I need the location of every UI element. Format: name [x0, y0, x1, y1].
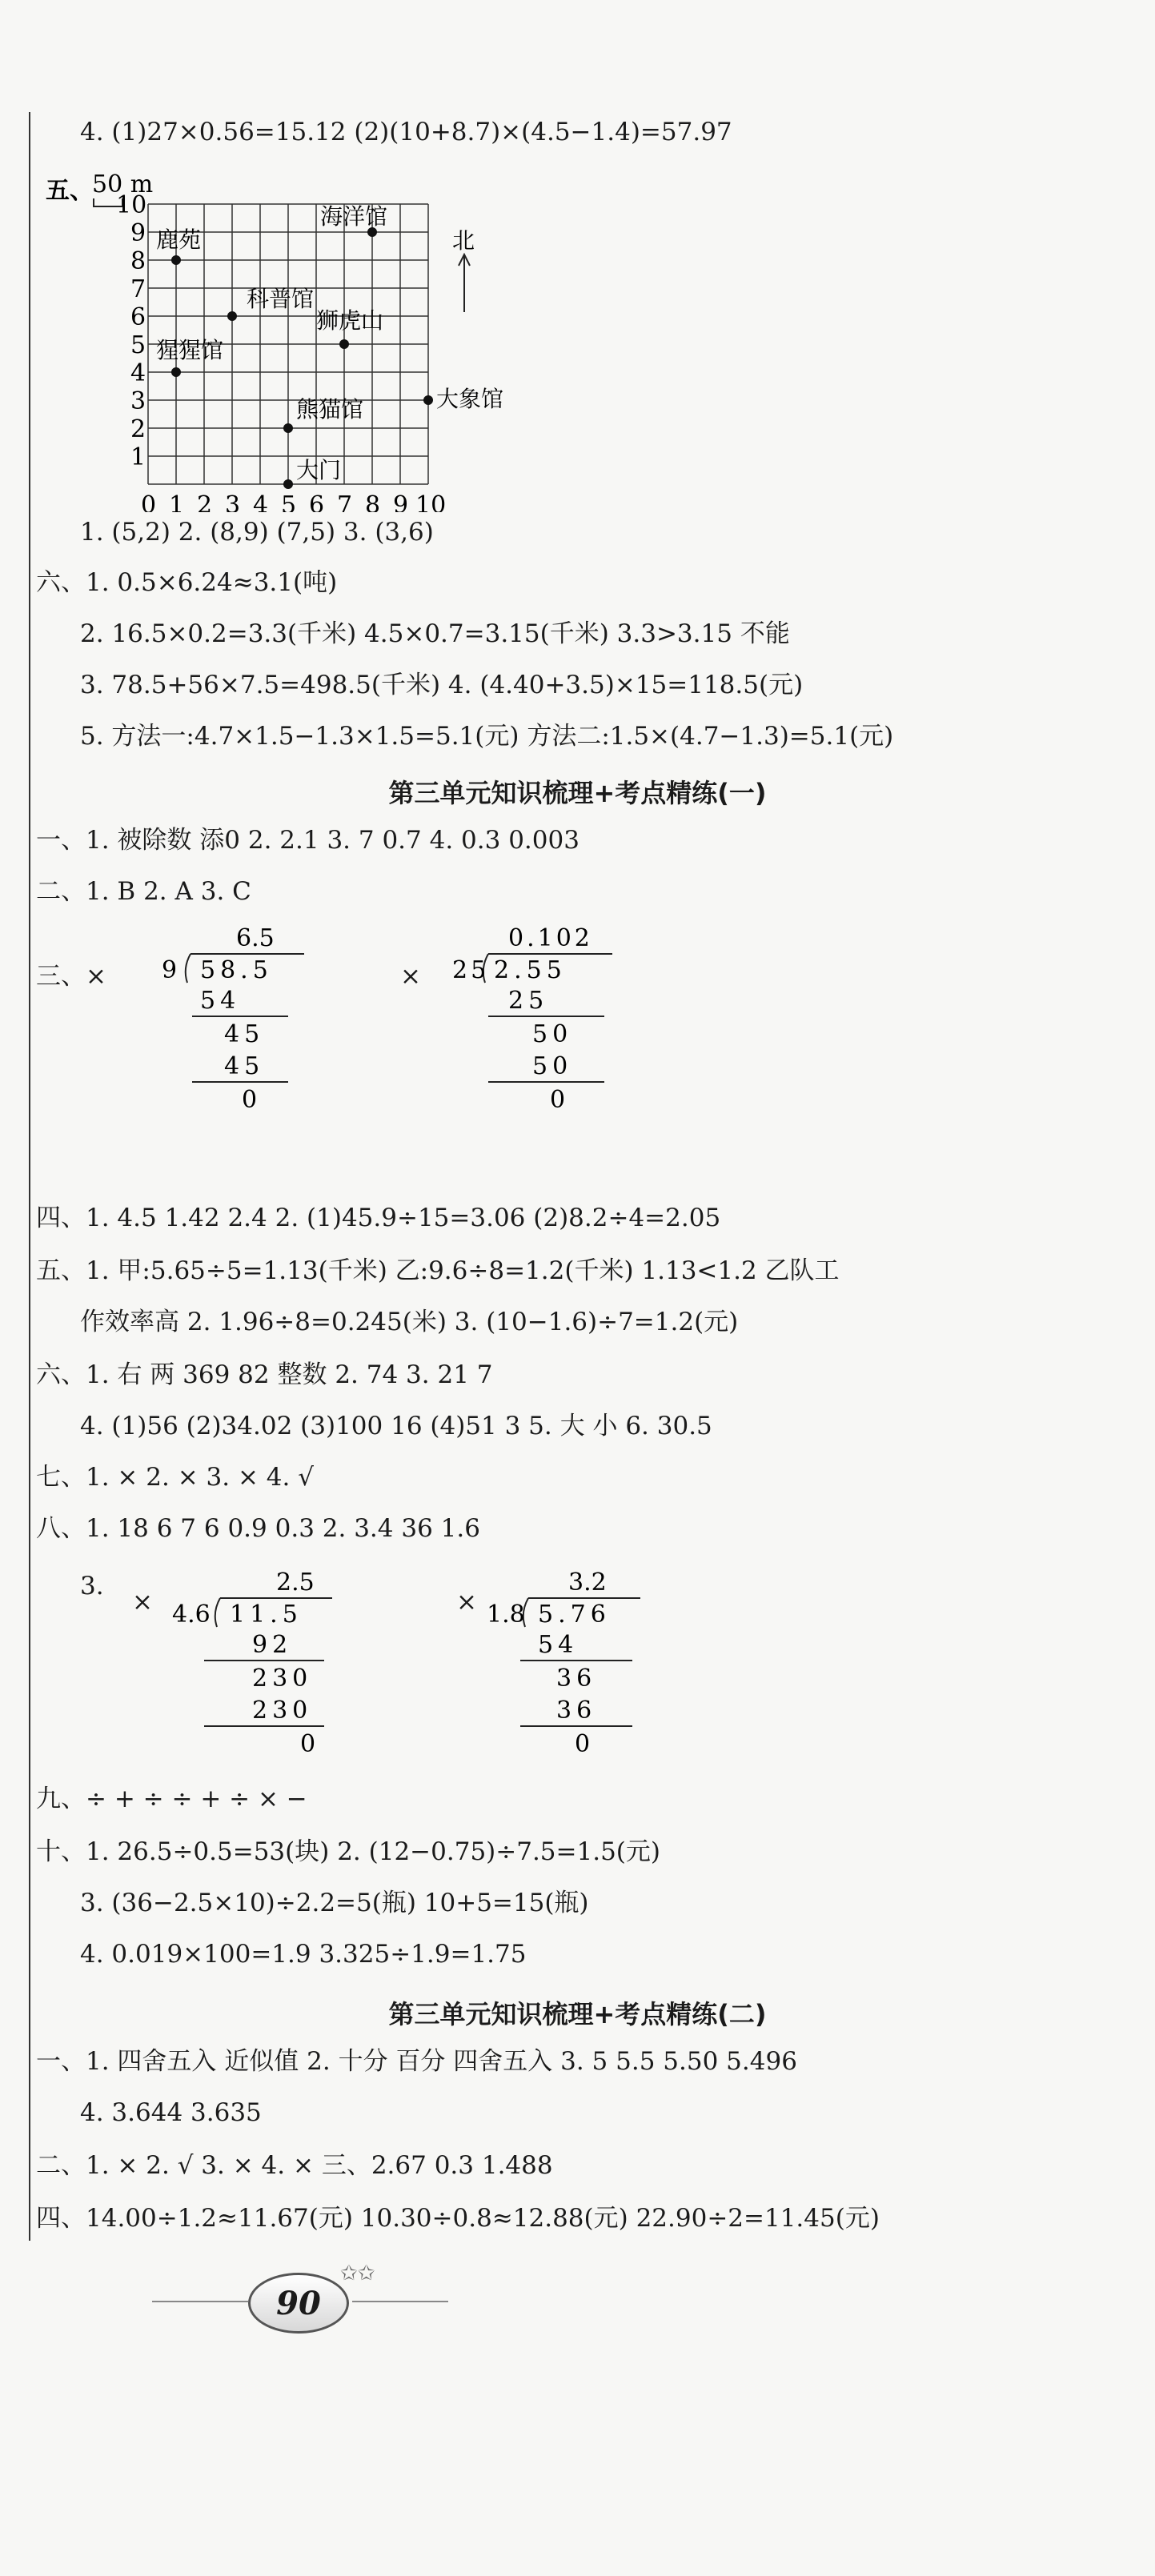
answer-line: 四、1. 4.5 1.42 2.4 2. (1)45.9÷15=3.06 (2)8.2÷4=2.05 [36, 1204, 721, 1232]
coordinate-grid-map [36, 160, 596, 512]
division-dividend: 5.76 [538, 1600, 611, 1629]
division-dividend: 11.5 [230, 1600, 303, 1629]
x-tick-label: 2 [197, 491, 213, 512]
division-step: 45 [224, 1052, 265, 1080]
answer-line: 4. 0.019×100=1.9 3.325÷1.9=1.75 [80, 1940, 527, 1969]
y-tick-label: 5 [130, 331, 146, 359]
division-step: 36 [556, 1697, 597, 1725]
answer-line: 五、1. 甲:5.65÷5=1.13(千米) 乙:9.6÷8=1.2(千米) 1.13<1.2 乙队工 [36, 1256, 840, 1285]
division-bracket [186, 954, 190, 983]
answer-line: 九、÷ + ÷ ÷ + ÷ × − [36, 1785, 307, 1813]
answer-line: 八、1. 18 6 7 6 0.9 0.3 2. 3.4 36 1.6 [36, 1514, 480, 1543]
answer-line: × [132, 1588, 153, 1617]
division-step: 230 [252, 1697, 313, 1725]
place-label: 鹿苑 [156, 226, 202, 253]
place-label: 猩猩馆 [156, 337, 224, 363]
y-tick-label: 1 [130, 443, 146, 471]
answer-line: 十、1. 26.5÷0.5=53(块) 2. (12−0.75)÷7.5=1.5(元) [36, 1837, 660, 1866]
y-axis-ticks [116, 191, 146, 471]
place-label: 狮虎山 [316, 307, 384, 334]
answer-line: 三、× [36, 962, 106, 991]
place-label: 大象馆 [436, 386, 504, 412]
y-tick-label: 4 [130, 359, 146, 387]
place-point [283, 423, 293, 433]
answer-line: × [456, 1588, 477, 1617]
y-tick-label: 6 [130, 303, 146, 331]
place-point [171, 255, 181, 265]
long-division-4 [480, 1564, 672, 1773]
long-division-3 [164, 1564, 356, 1773]
division-divisor: 4.6 [172, 1600, 211, 1629]
division-divisor: 9 [162, 956, 178, 984]
division-step: 25 [508, 987, 549, 1015]
x-tick-label: 0 [141, 491, 157, 512]
place-label: 科普馆 [247, 286, 315, 312]
answer-line: 一、1. 被除数 添0 2. 2.1 3. 7 0.7 4. 0.3 0.003 [36, 826, 580, 855]
section-heading: 第三单元知识梳理+考点精练(二) [388, 1999, 767, 2029]
y-tick-label: 10 [116, 191, 147, 219]
place-point [171, 367, 181, 377]
division-divisor: 25 [452, 956, 490, 984]
section-heading: 第三单元知识梳理+考点精练(一) [388, 778, 767, 808]
division-step: 230 [252, 1665, 313, 1693]
footer-vine-right [352, 2301, 448, 2302]
y-tick-label: 3 [130, 387, 146, 415]
division-dividend: 58.5 [200, 956, 273, 984]
section-label: 五、 [46, 177, 94, 205]
division-step: 50 [532, 1052, 573, 1080]
long-division-1 [152, 920, 312, 1128]
x-tick-label: 5 [281, 491, 297, 512]
answer-line: × [400, 962, 421, 991]
answer-line: 作效率高 2. 1.96÷8=0.245(米) 3. (10−1.6)÷7=1.2(元) [80, 1308, 739, 1336]
answer-line: 3. (36−2.5×10)÷2.2=5(瓶) 10+5=15(瓶) [80, 1889, 589, 1917]
division-quotient: 2.5 [276, 1568, 315, 1596]
footer-vine-left [152, 2301, 248, 2302]
place-point [283, 479, 293, 489]
division-remainder: 0 [575, 1730, 591, 1758]
y-tick-label: 2 [130, 415, 146, 443]
place-label: 大门 [296, 457, 342, 483]
answer-line: 六、1. 右 两 369 82 整数 2. 74 3. 21 7 [36, 1360, 493, 1389]
scale-label: 50 m [92, 170, 154, 198]
x-tick-label: 4 [253, 491, 269, 512]
x-tick-label: 10 [415, 491, 447, 512]
place-label: 海洋馆 [320, 203, 388, 230]
answer-line: 4. (1)56 (2)34.02 (3)100 16 (4)51 3 5. 大 小 6. 30.5 [80, 1412, 712, 1440]
place-label: 熊猫馆 [296, 396, 364, 423]
answer-line: 2. 16.5×0.2=3.3(千米) 4.5×0.7=3.15(千米) 3.3>3.15 不能 [80, 619, 790, 648]
answer-line: 二、1. B 2. A 3. C [36, 877, 251, 906]
x-tick-label: 6 [309, 491, 325, 512]
division-dividend: 2.55 [494, 956, 567, 984]
division-quotient: 0.102 [508, 924, 593, 952]
division-quotient: 6.5 [236, 924, 275, 952]
division-step: 36 [556, 1665, 597, 1693]
answer-line: 四、14.00÷1.2≈11.67(元) 10.30÷0.8≈12.88(元) 22.90÷2=11.45(元) [36, 2204, 880, 2233]
y-tick-label: 7 [130, 275, 146, 303]
y-tick-label: 9 [130, 219, 146, 247]
division-remainder: 0 [242, 1086, 258, 1114]
answer-line: 七、1. × 2. × 3. × 4. √ [36, 1463, 314, 1492]
answer-line: 4. 3.644 3.635 [80, 2098, 262, 2127]
places [156, 203, 503, 489]
place-point [227, 311, 237, 321]
x-axis-ticks [141, 491, 446, 512]
x-tick-label: 8 [365, 491, 381, 512]
x-tick-label: 1 [169, 491, 185, 512]
answer-line: 3. [80, 1572, 104, 1600]
x-tick-label: 3 [225, 491, 241, 512]
answer-line: 1. (5,2) 2. (8,9) (7,5) 3. (3,6) [80, 518, 434, 547]
division-quotient: 3.2 [568, 1568, 607, 1596]
answer-line: 4. (1)27×0.56=15.12 (2)(10+8.7)×(4.5−1.4)=57.97 [80, 118, 732, 146]
page-number: 90 [248, 2273, 349, 2334]
left-margin-rule [29, 112, 30, 2241]
answer-line: 5. 方法一:4.7×1.5−1.3×1.5=5.1(元) 方法二:1.5×(4.7−1.3)=5.1(元) [80, 722, 894, 751]
answer-line: 六、1. 0.5×6.24≈3.1(吨) [36, 568, 338, 597]
place-point [423, 395, 433, 405]
division-step: 54 [538, 1631, 579, 1659]
x-tick-label: 7 [337, 491, 353, 512]
division-remainder: 0 [550, 1086, 566, 1114]
x-tick-label: 9 [393, 491, 409, 512]
answer-line: 3. 78.5+56×7.5=498.5(千米) 4. (4.40+3.5)×15=118.5(元) [80, 671, 804, 699]
division-step: 45 [224, 1020, 265, 1048]
long-division-2 [444, 920, 636, 1128]
division-step: 92 [252, 1631, 293, 1659]
division-divisor: 1.8 [487, 1600, 525, 1629]
place-point [339, 339, 349, 349]
y-tick-label: 8 [130, 247, 146, 275]
division-remainder: 0 [300, 1730, 316, 1758]
division-bracket [215, 1598, 220, 1627]
division-step: 54 [200, 987, 241, 1015]
answer-line: 二、1. × 2. √ 3. × 4. × 三、2.67 0.3 1.488 [36, 2151, 553, 2180]
star-icon: ✩✩ [340, 2262, 375, 2286]
north-label: 北 [452, 227, 475, 254]
division-step: 50 [532, 1020, 573, 1048]
answer-line: 一、1. 四舍五入 近似值 2. 十分 百分 四舍五入 3. 5 5.5 5.50 5.496 [36, 2047, 797, 2076]
